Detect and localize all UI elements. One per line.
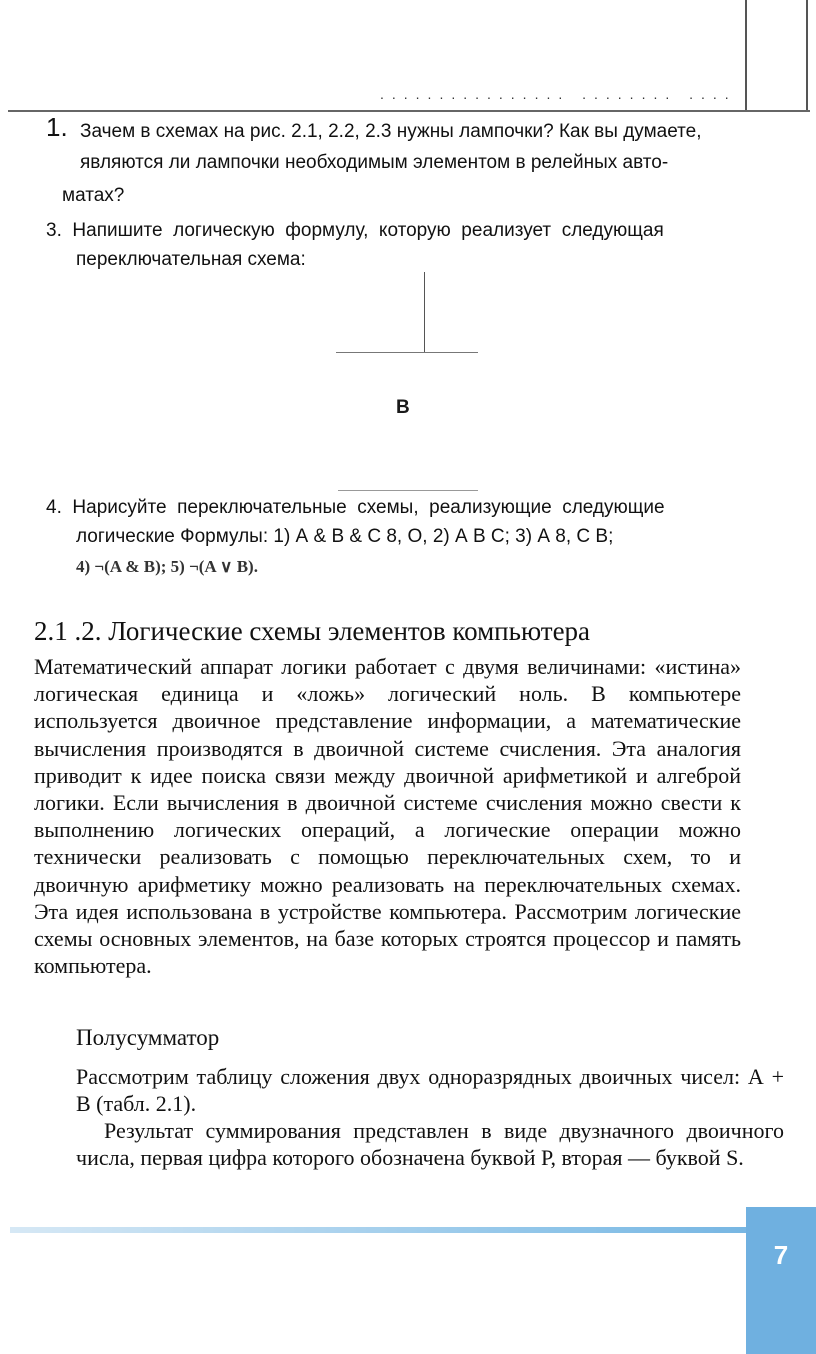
question-1-line-2: являются ли лампочки необходимым элементом в релейных авто- xyxy=(80,152,669,173)
circuit-vertical-wire xyxy=(424,272,425,352)
circuit-bottom-wire xyxy=(338,490,478,491)
question-1-line-3: матах? xyxy=(62,185,125,206)
question-1-line-1: Зачем в схемах на рис. 2.1, 2.2, 2.3 нужны лампочки? Как вы думаете, xyxy=(80,121,702,142)
page-number: 7 xyxy=(773,1240,789,1270)
subsection-title: Полусумматор xyxy=(76,1025,220,1050)
header-dots: ................ ........ .... xyxy=(380,86,737,102)
page-number-tab xyxy=(746,1207,816,1354)
question-3-line-1: 3. Напишите логическую формулу, которую реализует следующая xyxy=(46,220,664,241)
question-4-line-1: 4. Нарисуйте переключательные схемы, реализующие следующие xyxy=(46,497,665,518)
question-4-formulas: 4) ¬(A & B); 5) ¬(A ∨ B). xyxy=(76,557,258,576)
question-1-number: 1. xyxy=(46,112,68,142)
subsection-paragraph-2: Результат суммирования представлен в виде двузначного двоичного числа, первая цифра которого обозначена буквой Р, вторая — буквой S. xyxy=(76,1118,784,1170)
footer-rule xyxy=(10,1227,816,1233)
question-3-line-2: переключательная схема: xyxy=(76,249,306,270)
question-4-line-2: логические Формулы: 1) А & В & С 8, О, 2) А В С; 3) А 8, С В; xyxy=(76,526,614,547)
top-vertical-rule xyxy=(745,0,747,110)
circuit-horizontal-wire xyxy=(336,352,478,353)
circuit-label-b: В xyxy=(396,397,410,418)
top-vertical-rule-right xyxy=(806,0,808,110)
section-paragraph: Математический аппарат логики работает с двумя величинами: «истина» логическая единица и «ложь» логический ноль. В компьютере используется двоичное представление информации, а математические вычисления производятся в двоичной системе счисления. Эта аналогия приводит к идее поиска связи между двоичной арифметикой и алгеброй логики. Если вычисления в двоичной системе счисления можно свести к выполнению логических операций, а логические операции можно технически реализовать с помощью переключательных схем, то и двоичную арифметику можно реализовать на переключательных схемах. Эта идея использована в устройстве компьютера. Рассмотрим логические схемы основных элементов, на базе которых строятся процессор и память компьютера. xyxy=(34,654,741,979)
section-title: 2.1 .2. Логические схемы элементов компьютера xyxy=(34,616,591,646)
top-horizontal-rule xyxy=(8,110,810,112)
subsection-paragraph-1: Рассмотрим таблицу сложения двух одноразрядных двоичных чисел: А + В (табл. 2.1). xyxy=(76,1064,784,1116)
